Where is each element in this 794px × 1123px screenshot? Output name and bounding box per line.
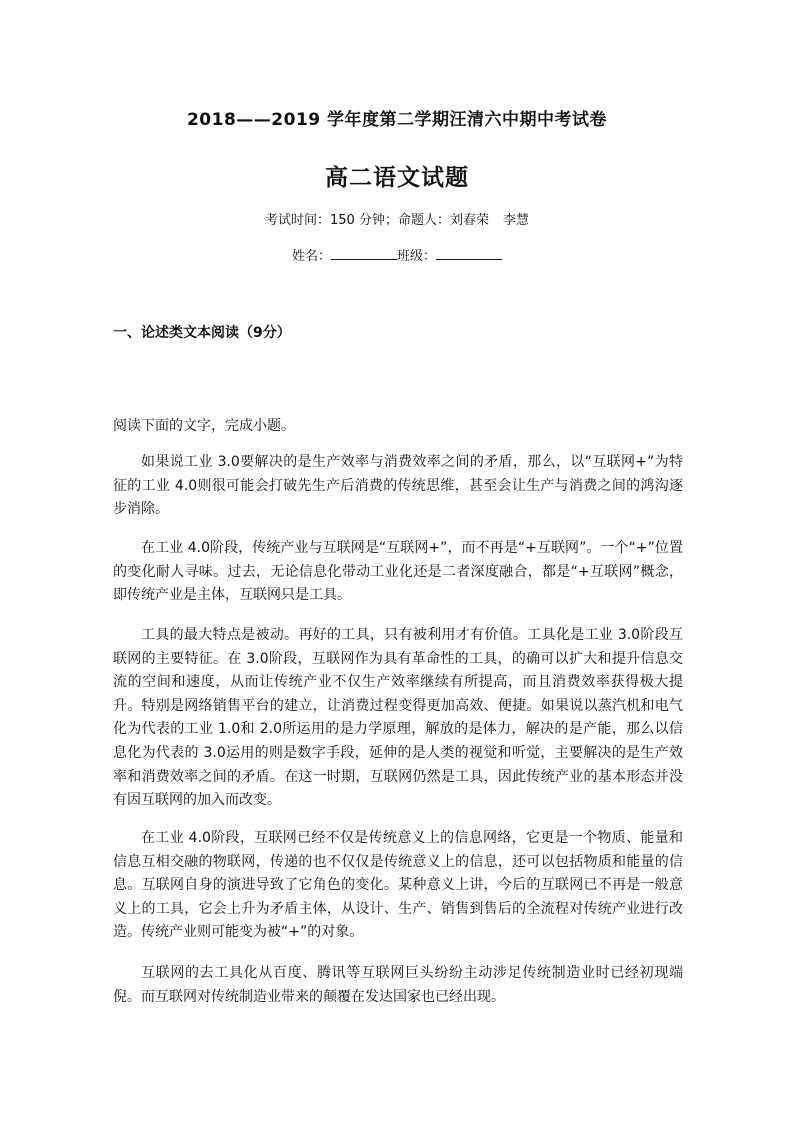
- exam-info: [0, 209, 794, 228]
- author-second: 李慧: [502, 213, 529, 228]
- exam-title: 2018——2019 学年度第二学期汪清六中期中考试卷: [186, 110, 608, 130]
- exam-time-and-authors: 考试时间：150 分钟；命题人：刘春荣: [265, 213, 489, 228]
- section-heading: 一、论述类文本阅读（9分）: [113, 325, 291, 341]
- passage-paragraph-4: 在工业 4.0阶段，互联网已经不仅是传统意义上的信息网络，它更是一个物质、能量和信息互相交融的物联网，传递的也不仅仅是传统意义上的信息，还可以包括物质和能量的信息。互联网自身的演进导致了它角色的变化。某种意义上讲，今后的互联网已不再是一般意义上的工具，它会上升为矛盾主体，从设计、生产、销售到售后的全流程对传统产业进行改造。传统产业则可能变为被“+”的对象。: [113, 830, 683, 941]
- student-info-line: [0, 245, 794, 264]
- passage-paragraph-3: 工具的最大特点是被动。再好的工具，只有被利用才有价值。工具化是工业 3.0阶段互联网的主要特征。在 3.0阶段，互联网作为具有革命性的工具，的确可以扩大和提升信息交流的空间和速度，从而让传统产业不仅生产效率继续有所提高，而且消费效率获得极大提升。特别是网络销售平台的建立，让消费过程变得更加高效、便捷。如果说以蒸汽机和电气化为代表的工业 1.0和 2.0所运用的是力学原理，解放的是体力，解决的是产能，那么以信息化为代表的 3.0运用的则是数字手段，延伸的是人类的视觉和听觉，主要解决的是生产效率和消费效率之间的矛盾。在这一时期，互联网仍然是工具，因此传统产业的基本形态并没有因互联网的加入而改变。: [113, 627, 683, 809]
- subject-title: 高二语文试题: [325, 165, 469, 191]
- passage-paragraph-1: 如果说工业 3.0要解决的是生产效率与消费效率之间的矛盾，那么，以“互联网+”为特征的工业 4.0则很可能会打破先生产后消费的传统思维，甚至会让生产与消费之间的鸿沟逐步消除。: [113, 454, 683, 518]
- reading-instruction: 阅读下面的文字，完成小题。: [113, 418, 295, 434]
- name-label: 姓名：: [291, 249, 331, 264]
- class-blank[interactable]: [436, 247, 502, 260]
- name-blank[interactable]: [331, 247, 397, 260]
- passage-paragraph-5: 互联网的去工具化从百度、腾讯等互联网巨头纷纷主动涉足传统制造业时已经初现端倪。而互联网对传统制造业带来的颠覆在发达国家也已经出现。: [113, 965, 683, 1005]
- passage-paragraph-2: 在工业 4.0阶段，传统产业与互联网是“互联网+”，而不再是“+互联网”。一个“+”位置的变化耐人寻味。过去，无论信息化带动工业化还是二者深度融合，都是“+互联网”概念，即传统产业是主体，互联网只是工具。: [113, 540, 683, 604]
- class-label: 班级：: [397, 249, 437, 264]
